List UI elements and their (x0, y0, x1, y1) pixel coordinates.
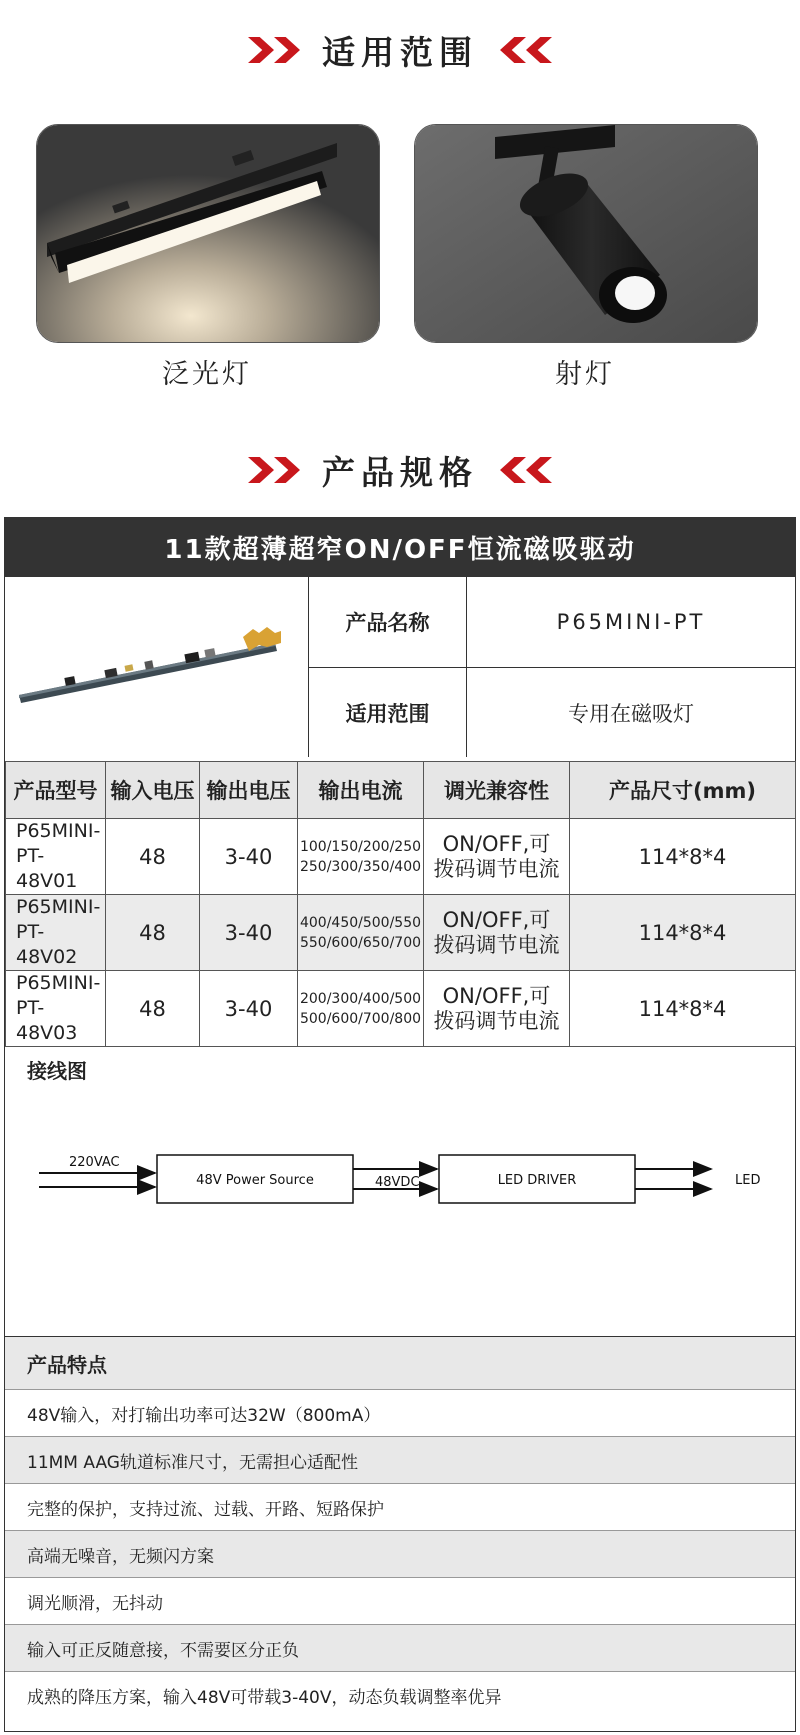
features-title: 产品特点 (5, 1336, 795, 1390)
list-item: 48V输入，对打输出功率可达32W（800mA） (5, 1390, 795, 1437)
cell-model: P65MINI- PT-48V03 (6, 971, 106, 1047)
col-header-size: 产品尺寸(mm) (570, 762, 796, 819)
col-header-input: 输入电压 (106, 762, 200, 819)
cell-model: P65MINI- PT-48V01 (6, 819, 106, 895)
list-item: 高端无噪音，无频闪方案 (5, 1531, 795, 1578)
col-header-current: 输出电流 (298, 762, 424, 819)
table-header-row (6, 762, 796, 819)
section-title-applications (0, 20, 800, 80)
cell-input: 48 (106, 895, 200, 971)
section-title-text: 适用范围 (322, 32, 478, 72)
cell-size: 114*8*4 (570, 819, 796, 895)
model-table (5, 761, 796, 1047)
cell-model: P65MINI- PT-48V02 (6, 895, 106, 971)
cell-current: 100/150/200/250 250/300/350/400 (298, 819, 424, 895)
driver-board-photo (5, 577, 309, 757)
scope-label: 适用范围 (309, 667, 467, 757)
caption-flood-light: 泛光灯 (162, 359, 252, 390)
col-header-model: 产品型号 (6, 762, 106, 819)
list-item: 成熟的降压方案，输入48V可带载3-40V，动态负载调整率优异 (27, 1688, 502, 1708)
wiring-section (5, 1035, 795, 1335)
driver-label: LED DRIVER (497, 1173, 577, 1188)
cell-output: 3-40 (200, 895, 298, 971)
cell-current: 200/300/400/500 500/600/700/800 (298, 971, 424, 1047)
source-label: 48V Power Source (196, 1173, 314, 1188)
list-item: 调光顺滑，无抖动 (5, 1578, 795, 1625)
cell-input: 48 (106, 971, 200, 1047)
cell-dimming: ON/OFF,可 拨码调节电流 (424, 971, 570, 1047)
list-item: 11MM AAG轨道标准尺寸，无需担心适配性 (5, 1437, 795, 1484)
chevron-left-icon (500, 457, 552, 483)
cell-current: 400/450/500/550 550/600/650/700 (298, 895, 424, 971)
list-item: 完整的保护，支持过流、过载、开路、短路保护 (5, 1484, 795, 1531)
input-label: 220VAC (69, 1155, 120, 1170)
linear-flood-light-photo (36, 124, 380, 343)
cell-output: 3-40 (200, 971, 298, 1047)
link-label: 48VDC (375, 1175, 420, 1190)
product-name-label: 产品名称 (309, 577, 467, 667)
track-spotlight-photo (414, 124, 758, 343)
product-info (5, 576, 795, 757)
cell-size: 114*8*4 (570, 895, 796, 971)
product-name-value: P65MINI-PT (556, 610, 706, 634)
wiring-diagram (5, 1035, 795, 1335)
section-title-text: 产品规格 (322, 452, 478, 492)
cell-output: 3-40 (200, 819, 298, 895)
table-row (6, 895, 796, 971)
spec-table (4, 517, 796, 1732)
col-header-output: 输出电压 (200, 762, 298, 819)
output-label: LED (735, 1173, 761, 1188)
scope-value: 专用在磁吸灯 (467, 667, 795, 758)
cell-size: 114*8*4 (570, 971, 796, 1047)
cell-dimming: ON/OFF,可 拨码调节电流 (424, 895, 570, 971)
caption-spotlight: 射灯 (555, 359, 615, 390)
chevron-right-icon (248, 37, 300, 63)
spec-header: 11款超薄超窄ON/OFF恒流磁吸驱动 (5, 518, 795, 576)
cell-dimming: ON/OFF,可 拨码调节电流 (424, 819, 570, 895)
section-title-specs (0, 440, 800, 500)
chevron-left-icon (500, 37, 552, 63)
table-row (6, 819, 796, 895)
col-header-dimming: 调光兼容性 (424, 762, 570, 819)
cell-input: 48 (106, 819, 200, 895)
wiring-title: 接线图 (27, 1059, 87, 1083)
chevron-right-icon (248, 457, 300, 483)
list-item: 输入可正反随意接，不需要区分正负 (5, 1625, 795, 1672)
